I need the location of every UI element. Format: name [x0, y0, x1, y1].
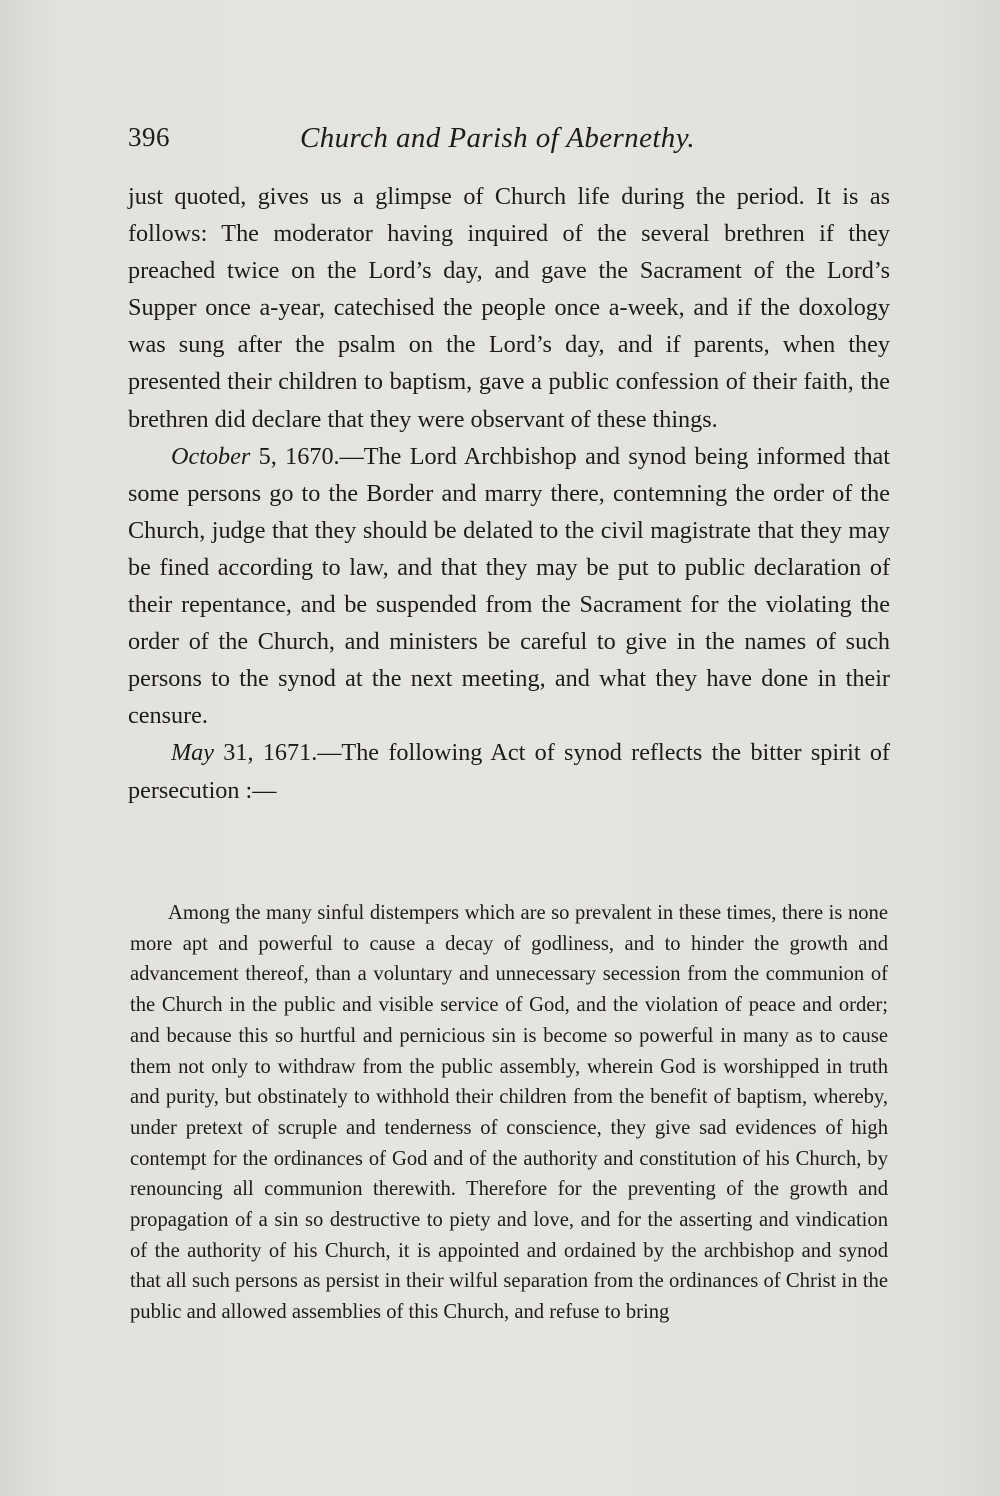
block-quote-act-of-synod — [130, 898, 888, 1328]
page-header — [128, 122, 888, 166]
date-month-may: May — [171, 739, 214, 767]
page-number: 396 — [128, 122, 170, 152]
date-month-october: October — [171, 442, 251, 470]
paragraph-church-life: just quoted, gives us a glimpse of Church life during the period. It is as follows: The moderator having inquired of the several brethren if they preached twice on the Lord’s day, and gave the Sacrament of the Lord’s Supper once a-year, catechised the people once a-week, and if the doxology was sung after the psalm on the Lord’s day, and if parents, when they presented their children to baptism, gave a public confession of their faith, the brethren did declare that they were observant of these things. — [128, 183, 890, 433]
paragraph-october-text: 5, 1670.—The Lord Archbishop and synod being informed that some persons go to the Border and marry there, contemning the order of the Church, judge that they should be delated to the civil magistrate that they may be fined according to law, and that they may be put to public declaration of their repentance, and be suspended from the Sacrament for the violating the order of the Church, and ministers be careful to give in the names of such persons to the synod at the next meeting, and what they have done in their censure. — [128, 442, 890, 730]
running-title: Church and Parish of Abernethy. — [300, 122, 696, 154]
quote-paragraph: Among the many sinful distempers which are so prevalent in these times, there is none more apt and powerful to cause a decay of godliness, and to hinder the growth and advancement thereof, than a voluntary and unnecessary secession from the communion of the Church in the public and visible service of God, and the violation of peace and order; and because this so hurtful and pernicious sin is become so powerful in many as to cause them not only to withdraw from the public assembly, wherein God is worshipped in truth and purity, but obstinately to withhold their children from the benefit of baptism, whereby, under pretext of scruple and tenderness of conscience, they give sad evidences of high contempt for the ordinances of God and of the authority and constitution of his Church, by renouncing all communion therewith. Therefore for the preventing of the growth and propagation of a sin so destructive to piety and love, and for the asserting and vindication of the authority of his Church, it is appointed and ordained by the archbishop and synod that all such persons as persist in their wilful separation from the ordinances of Christ in the public and allowed assemblies of this Church, and refuse to bring — [130, 902, 888, 1324]
paragraph-may-1671 — [128, 734, 890, 808]
main-text — [128, 178, 890, 809]
paragraph-may-text: 31, 1671.—The following Act of synod reflects the bitter spirit of persecution :— — [128, 739, 890, 804]
paragraph-october-1670 — [128, 438, 890, 735]
